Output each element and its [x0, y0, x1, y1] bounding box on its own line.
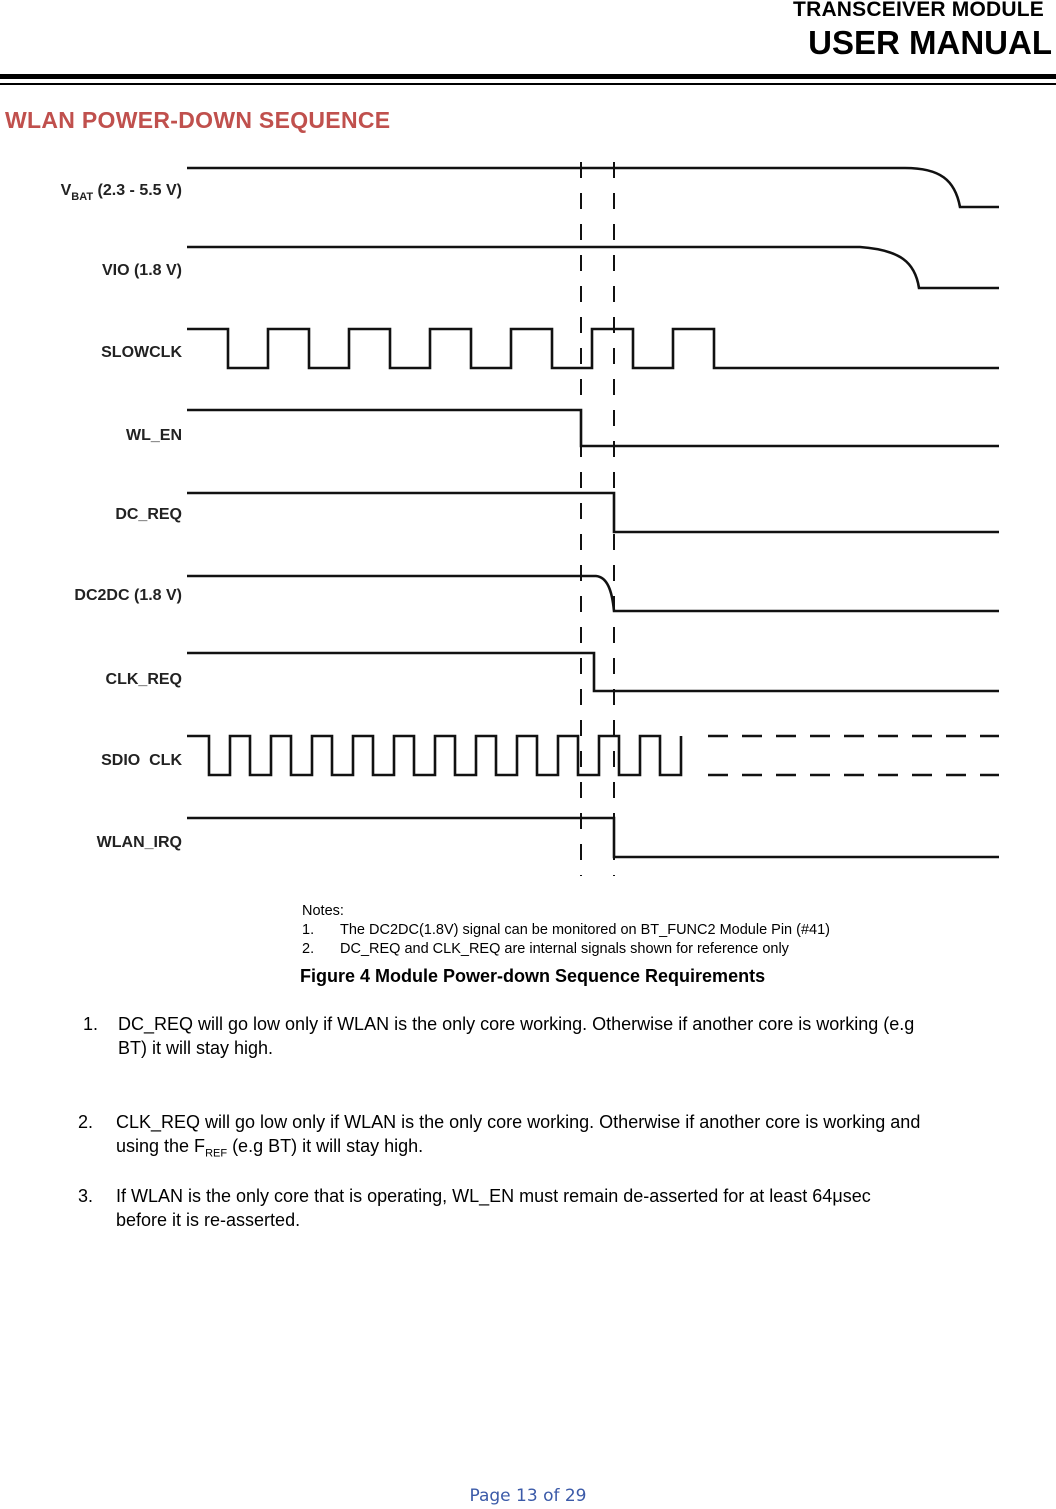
- requirement-item: [83, 1012, 915, 1060]
- note-number: 1.: [302, 922, 315, 938]
- header-title-main: USER MANUAL: [808, 24, 1052, 61]
- label-dc2dc: DC2DC (1.8 V): [74, 587, 182, 604]
- note-item: [302, 940, 830, 959]
- figure-caption: Figure 4 Module Power-down Sequence Requirements: [300, 966, 766, 986]
- requirement-number: 3.: [78, 1186, 94, 1206]
- label-wlan-irq: WLAN_IRQ: [96, 834, 182, 851]
- note-text: DC_REQ and CLK_REQ are internal signals shown for reference only: [340, 941, 789, 957]
- label-dc-req: DC_REQ: [115, 506, 182, 523]
- section-title: WLAN POWER-DOWN SEQUENCE: [5, 107, 391, 133]
- requirement-text-line2: BT) it will stay high.: [118, 1038, 274, 1058]
- timing-diagram: [0, 150, 1056, 880]
- note-item: [302, 921, 830, 940]
- label-clk-req: CLK_REQ: [105, 671, 182, 688]
- figure-notes: [302, 902, 830, 959]
- label-vbat: $V_{BAT}$ (2.3 - 5.5 V): [60, 182, 182, 203]
- slowclk-waveform: [187, 329, 999, 368]
- header-rule-thin: [0, 83, 1056, 85]
- requirement-text-line2: before it is re-asserted.: [116, 1210, 301, 1230]
- header-title-small: TRANSCEIVER MODULE: [793, 0, 1044, 21]
- page-number: Page 13 of 29: [469, 1486, 587, 1506]
- header-rule-thick: [0, 74, 1056, 79]
- requirement-number: 2.: [78, 1112, 94, 1132]
- vio-waveform: [187, 247, 999, 288]
- requirement-text-line1: If WLAN is the only core that is operating, WL_EN must remain de-asserted for at least 64μsec: [116, 1186, 871, 1206]
- dc-req-waveform: [187, 493, 999, 532]
- wlan-irq-waveform: [187, 818, 999, 857]
- requirement-text-line2: using the $F_{REF}$ (e.g BT) it will stay high.: [116, 1136, 424, 1160]
- label-vio: VIO (1.8 V): [101, 262, 182, 279]
- notes-heading: Notes:: [302, 903, 344, 919]
- vbat-waveform: [187, 168, 999, 207]
- note-number: 2.: [302, 941, 315, 957]
- requirement-item: [78, 1184, 871, 1232]
- requirement-text-line1: DC_REQ will go low only if WLAN is the only core working. Otherwise if another core is working (e.g: [118, 1014, 915, 1034]
- label-wl-en: WL_EN: [126, 427, 182, 444]
- requirement-text-line1: CLK_REQ will go low only if WLAN is the only core working. Otherwise if another core is working and: [116, 1112, 921, 1132]
- requirement-item: [78, 1110, 921, 1166]
- wl-en-waveform: [187, 410, 999, 446]
- requirement-number: 1.: [83, 1014, 99, 1034]
- note-text: The DC2DC(1.8V) signal can be monitored on BT_FUNC2 Module Pin (#41): [340, 922, 830, 938]
- sdio-clk-waveform: [187, 736, 681, 775]
- label-slowclk: SLOWCLK: [101, 344, 182, 361]
- dc2dc-waveform: [187, 576, 999, 611]
- label-sdio-clk: SDIO CLK: [101, 752, 182, 769]
- clk-req-waveform: [187, 653, 999, 691]
